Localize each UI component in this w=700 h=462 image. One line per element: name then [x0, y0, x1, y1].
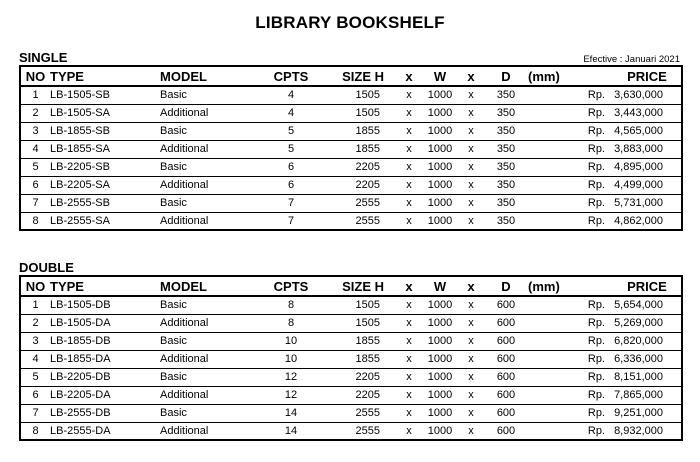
section-label-single: SINGLE [19, 50, 68, 65]
row-price: 4,565,000 [613, 122, 682, 140]
row-size-h: 1505 [355, 299, 380, 312]
row-size-h: 2555 [322, 422, 396, 440]
header-type: TYPE [50, 66, 160, 86]
row-cpts: 10 [260, 332, 322, 350]
header-rp [568, 66, 613, 86]
row-x: x [458, 158, 484, 176]
header-type: TYPE [50, 276, 160, 296]
row-type: LB-1855-DB [50, 332, 160, 350]
table-row [20, 332, 682, 350]
row-rp: Rp. [568, 140, 613, 158]
row-cpts: 7 [260, 194, 322, 212]
row-model: Additional [160, 350, 260, 368]
row-w: 1000 [422, 422, 458, 440]
row-mm [528, 104, 568, 122]
row-x: x [458, 104, 484, 122]
row-rp: Rp. [568, 158, 613, 176]
page-title: LIBRARY BOOKSHELF [255, 13, 445, 32]
row-type: LB-1505-DA [50, 314, 160, 332]
row-rp: Rp. [568, 386, 613, 404]
row-model: Additional [160, 176, 260, 194]
row-size-h: 1855 [322, 122, 396, 140]
header-d: D [484, 66, 528, 86]
row-model: Basic [160, 299, 187, 312]
header-rp [568, 276, 613, 296]
row-cpts: 6 [260, 176, 322, 194]
single-table-body [20, 86, 682, 230]
row-no: 2 [20, 314, 50, 332]
row-type: LB-1855-SA [50, 140, 160, 158]
row-cpts: 14 [260, 404, 322, 422]
row-w: 1000 [422, 314, 458, 332]
row-no: 3 [20, 122, 50, 140]
row-no: 8 [20, 422, 50, 440]
row-no: 6 [20, 386, 50, 404]
row-mm [528, 350, 568, 368]
row-w: 1000 [422, 104, 458, 122]
table-header-row [20, 66, 682, 86]
row-cpts: 12 [260, 368, 322, 386]
row-no: 2 [20, 104, 50, 122]
row-cpts: 8 [260, 314, 322, 332]
row-x: x [458, 422, 484, 440]
row-mm [528, 212, 568, 230]
header-price: PRICE [613, 276, 682, 296]
row-d: 350 [484, 104, 528, 122]
row-cpts: 10 [260, 350, 322, 368]
row-w: 1000 [422, 158, 458, 176]
single-price-table [19, 65, 683, 231]
row-x: x [468, 299, 474, 312]
row-mm [528, 158, 568, 176]
row-cpts: 4 [287, 89, 295, 102]
row-w: 1000 [422, 386, 458, 404]
table-row [20, 368, 682, 386]
row-x: x [468, 89, 474, 102]
row-size-h: 1855 [322, 332, 396, 350]
header-x: x [396, 276, 422, 296]
row-size-h: 1505 [322, 314, 396, 332]
row-w: 1000 [422, 212, 458, 230]
table-row [20, 176, 682, 194]
row-x: x [458, 386, 484, 404]
row-mm [528, 422, 568, 440]
row-mm [528, 140, 568, 158]
row-price: 7,865,000 [613, 386, 682, 404]
row-no: 3 [20, 332, 50, 350]
row-x: x [458, 404, 484, 422]
row-rp: Rp. [568, 422, 613, 440]
row-d: 600 [484, 350, 528, 368]
row-model: Basic [160, 122, 260, 140]
row-w: 1000 [422, 140, 458, 158]
row-size-h: 2555 [322, 194, 396, 212]
row-rp: Rp. [568, 368, 613, 386]
row-model: Basic [160, 158, 260, 176]
row-x: x [396, 176, 422, 194]
row-no: 1 [32, 299, 39, 312]
row-cpts: 8 [287, 299, 295, 312]
table-header-row [20, 276, 682, 296]
row-mm [528, 314, 568, 332]
row-d: 350 [496, 89, 516, 102]
row-no: 4 [20, 350, 50, 368]
header-mm: (mm) [528, 276, 568, 296]
row-no: 4 [20, 140, 50, 158]
header-size-h: SIZE H [322, 66, 396, 86]
row-x: x [458, 212, 484, 230]
row-w: 1000 [427, 299, 453, 312]
row-d: 350 [484, 140, 528, 158]
row-price: 5,731,000 [613, 194, 682, 212]
row-size-h: 2555 [322, 404, 396, 422]
row-x: x [396, 404, 422, 422]
row-rp: Rp. [568, 314, 613, 332]
table-row [20, 104, 682, 122]
row-w: 1000 [422, 332, 458, 350]
row-rp: Rp. [568, 332, 613, 350]
header-size-h: SIZE H [322, 276, 396, 296]
header-d: D [484, 276, 528, 296]
row-w: 1000 [422, 122, 458, 140]
row-d: 600 [496, 299, 516, 312]
row-w: 1000 [422, 404, 458, 422]
row-type: LB-2555-SB [50, 194, 160, 212]
row-size-h: 1505 [322, 104, 396, 122]
row-x: x [458, 194, 484, 212]
row-cpts: 5 [260, 140, 322, 158]
row-price: 8,151,000 [613, 368, 682, 386]
row-size-h: 1855 [322, 350, 396, 368]
row-cpts: 4 [260, 104, 322, 122]
row-x: x [458, 176, 484, 194]
row-model: Additional [160, 104, 260, 122]
row-cpts: 14 [260, 422, 322, 440]
row-mm [528, 296, 568, 314]
row-size-h: 2205 [322, 386, 396, 404]
row-x: x [396, 332, 422, 350]
row-price: 6,820,000 [613, 332, 682, 350]
row-mm [528, 404, 568, 422]
row-x: x [396, 422, 422, 440]
table-row [20, 350, 682, 368]
header-w: W [422, 66, 458, 86]
header-cpts: CPTS [260, 276, 322, 296]
row-rp: Rp. [568, 194, 613, 212]
table-row [20, 140, 682, 158]
row-x: x [396, 368, 422, 386]
row-price: 3,630,000 [614, 89, 663, 102]
row-rp: Rp. [568, 176, 613, 194]
row-d: 600 [484, 314, 528, 332]
row-w: 1000 [422, 176, 458, 194]
row-price: 4,895,000 [613, 158, 682, 176]
row-d: 350 [484, 194, 528, 212]
row-price: 4,862,000 [613, 212, 682, 230]
row-d: 350 [484, 158, 528, 176]
row-price: 4,499,000 [613, 176, 682, 194]
table-row [20, 212, 682, 230]
row-type: LB-2555-SA [50, 212, 160, 230]
row-x: x [458, 350, 484, 368]
row-w: 1000 [422, 194, 458, 212]
row-rp: Rp. [568, 104, 613, 122]
row-x: x [396, 212, 422, 230]
row-model: Basic [160, 368, 260, 386]
row-x: x [458, 122, 484, 140]
table-row [20, 86, 682, 104]
row-x: x [458, 368, 484, 386]
row-size-h: 1505 [355, 89, 380, 102]
row-type: LB-1505-SB [50, 89, 110, 102]
row-model: Additional [160, 314, 260, 332]
row-type: LB-2205-SA [50, 176, 160, 194]
row-price: 3,443,000 [613, 104, 682, 122]
row-d: 350 [484, 122, 528, 140]
row-size-h: 2205 [322, 368, 396, 386]
row-x: x [396, 194, 422, 212]
row-type: LB-2555-DB [50, 404, 160, 422]
row-model: Additional [160, 140, 260, 158]
table-row [20, 296, 682, 314]
row-cpts: 7 [260, 212, 322, 230]
row-size-h: 2555 [322, 212, 396, 230]
row-x: x [396, 140, 422, 158]
row-model: Additional [160, 212, 260, 230]
row-model: Additional [160, 386, 260, 404]
header-no: NO [20, 276, 50, 296]
row-size-h: 2205 [322, 176, 396, 194]
row-mm [528, 194, 568, 212]
row-cpts: 5 [260, 122, 322, 140]
double-table-body [20, 296, 682, 440]
row-price: 6,336,000 [613, 350, 682, 368]
row-model: Additional [160, 422, 260, 440]
row-w: 1000 [422, 368, 458, 386]
row-d: 600 [484, 422, 528, 440]
row-type: LB-1855-DA [50, 350, 160, 368]
row-x: x [458, 140, 484, 158]
row-model: Basic [160, 89, 187, 102]
row-type: LB-2205-DA [50, 386, 160, 404]
table-row [20, 158, 682, 176]
header-mm: (mm) [528, 66, 568, 86]
row-mm [528, 122, 568, 140]
row-rp: Rp. [568, 404, 613, 422]
table-row [20, 194, 682, 212]
header-no: NO [20, 66, 50, 86]
row-d: 350 [484, 176, 528, 194]
row-x: x [458, 314, 484, 332]
row-model: Basic [160, 332, 260, 350]
row-x: x [396, 104, 422, 122]
row-price: 8,932,000 [613, 422, 682, 440]
row-type: LB-1505-DB [50, 299, 111, 312]
header-x: x [396, 66, 422, 86]
row-d: 600 [484, 386, 528, 404]
row-x: x [396, 122, 422, 140]
header-x: x [458, 66, 484, 86]
row-no: 5 [20, 158, 50, 176]
header-model: MODEL [160, 66, 260, 86]
double-price-table [19, 275, 683, 441]
row-mm [528, 386, 568, 404]
row-type: LB-2205-DB [50, 368, 160, 386]
row-x: x [396, 386, 422, 404]
row-rp: Rp. [568, 212, 613, 230]
row-w: 1000 [422, 350, 458, 368]
row-model: Basic [160, 404, 260, 422]
row-price: 5,269,000 [613, 314, 682, 332]
row-no: 1 [32, 89, 39, 102]
row-rp: Rp. [587, 299, 605, 312]
row-rp: Rp. [568, 350, 613, 368]
row-size-h: 2205 [322, 158, 396, 176]
table-row [20, 422, 682, 440]
row-d: 600 [484, 404, 528, 422]
header-model: MODEL [160, 276, 260, 296]
row-d: 600 [484, 332, 528, 350]
row-price: 3,883,000 [613, 140, 682, 158]
row-x: x [396, 158, 422, 176]
row-no: 8 [20, 212, 50, 230]
row-x: x [458, 332, 484, 350]
row-d: 350 [484, 212, 528, 230]
header-price: PRICE [613, 66, 682, 86]
row-x: x [406, 299, 412, 312]
table-row [20, 314, 682, 332]
row-cpts: 6 [260, 158, 322, 176]
row-price: 9,251,000 [613, 404, 682, 422]
row-price: 5,654,000 [614, 299, 663, 312]
table-row [20, 122, 682, 140]
row-x: x [406, 89, 412, 102]
row-x: x [396, 314, 422, 332]
header-x: x [458, 276, 484, 296]
header-w: W [422, 276, 458, 296]
row-type: LB-1505-SA [50, 104, 160, 122]
header-cpts: CPTS [260, 66, 322, 86]
row-no: 7 [20, 404, 50, 422]
table-row [20, 386, 682, 404]
row-cpts: 12 [260, 386, 322, 404]
row-no: 6 [20, 176, 50, 194]
row-type: LB-2555-DA [50, 422, 160, 440]
row-mm [528, 368, 568, 386]
table-row [20, 404, 682, 422]
row-x: x [396, 350, 422, 368]
row-type: LB-2205-SB [50, 158, 160, 176]
row-w: 1000 [427, 89, 453, 102]
row-size-h: 1855 [322, 140, 396, 158]
effective-date: Efective : Januari 2021 [583, 54, 680, 65]
row-type: LB-1855-SB [50, 122, 160, 140]
row-no: 5 [20, 368, 50, 386]
row-mm [528, 176, 568, 194]
row-mm [528, 332, 568, 350]
section-label-double: DOUBLE [19, 260, 74, 275]
row-no: 7 [20, 194, 50, 212]
row-rp: Rp. [587, 89, 605, 102]
row-rp: Rp. [568, 122, 613, 140]
row-mm [528, 86, 568, 104]
row-d: 600 [484, 368, 528, 386]
row-model: Basic [160, 194, 260, 212]
